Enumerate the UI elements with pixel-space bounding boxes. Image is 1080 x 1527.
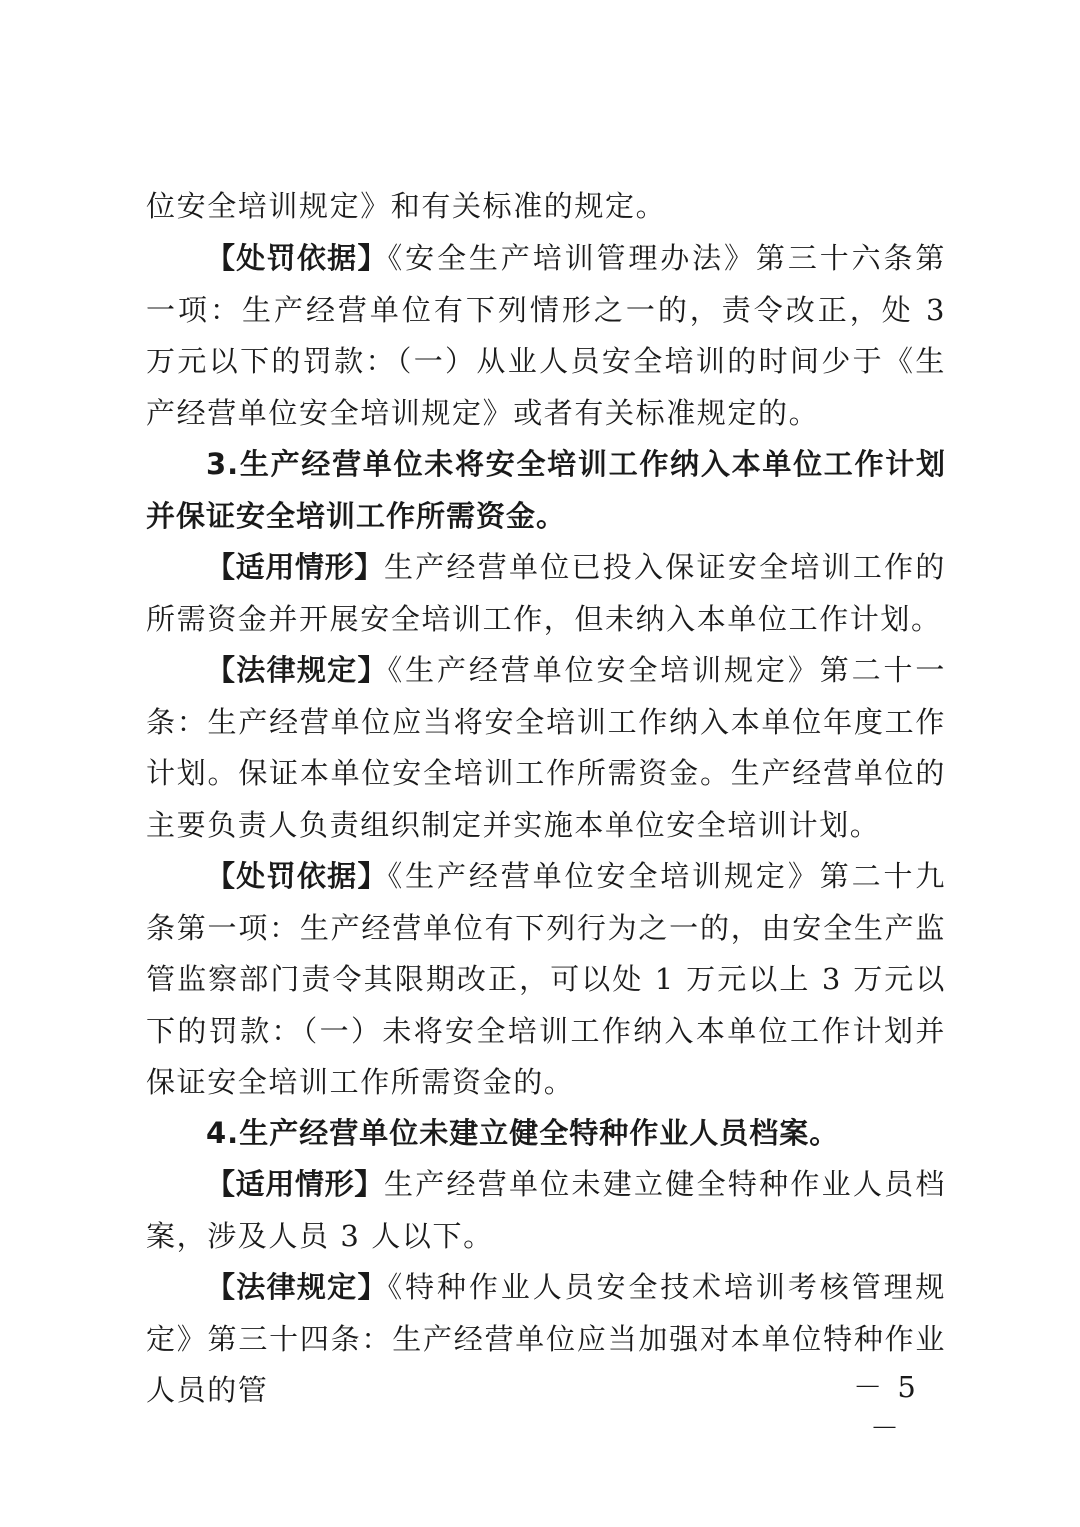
item-heading-4 [146,1108,946,1160]
section-label: 【处罚依据】 [206,241,388,275]
paragraph-legal-provision [146,1262,946,1417]
section-label: 【法律规定】 [206,1270,388,1304]
paragraph-applicable-situation [146,1159,946,1262]
paragraph-legal-provision [146,645,946,851]
paragraph-text: 《安全生产培训管理办法》第三十六条第一项：生产经营单位有下列情形之一的，责令改正，处 3 万元以下的罚款：（一）从业人员安全培训的时间少于《生产经营单位安全培训规定》或者有关标准规定的。 [146,241,946,430]
section-label: 【处罚依据】 [206,859,388,893]
item-heading-3 [146,439,946,542]
section-label: 【适用情形】 [206,550,384,584]
paragraph-text: 《生产经营单位安全培训规定》第二十一条：生产经营单位应当将安全培训工作纳入本单位年度工作计划。保证本单位安全培训工作所需资金。生产经营单位的主要负责人负责组织制定并实施本单位安全培训计划。 [146,653,946,842]
paragraph-penalty-basis [146,851,946,1109]
paragraph-text: 生产经营单位已投入保证安全培训工作的所需资金并开展安全培训工作，但未纳入本单位工作计划。 [146,550,946,636]
paragraph-text: 位安全培训规定》和有关标准的规定。 [146,189,667,223]
heading-text: 4.生产经营单位未建立健全特种作业人员档案。 [206,1116,840,1150]
heading-text: 3.生产经营单位未将安全培训工作纳入本单位工作计划并保证安全培训工作所需资金。 [146,447,946,533]
paragraph-text: 《生产经营单位安全培训规定》第二十九条第一项：生产经营单位有下列行为之一的，由安全生产监管监察部门责令其限期改正，可以处 1 万元以上 3 万元以下的罚款：（一）未将安全培训工作纳入本单位工作计划并保证安全培训工作所需资金的。 [146,859,946,1099]
paragraph-applicable-situation [146,542,946,645]
paragraph-continuation [146,181,946,233]
page-number: － 5 － [853,1370,919,1445]
paragraph-text: 《特种作业人员安全技术培训考核管理规定》第三十四条：生产经营单位应当加强对本单位特种作业人员的管 [146,1270,946,1407]
paragraph-text: 生产经营单位未建立健全特种作业人员档案，涉及人员 3 人以下。 [146,1167,946,1253]
section-label: 【法律规定】 [206,653,388,687]
section-label: 【适用情形】 [206,1167,384,1201]
paragraph-penalty-basis [146,233,946,439]
